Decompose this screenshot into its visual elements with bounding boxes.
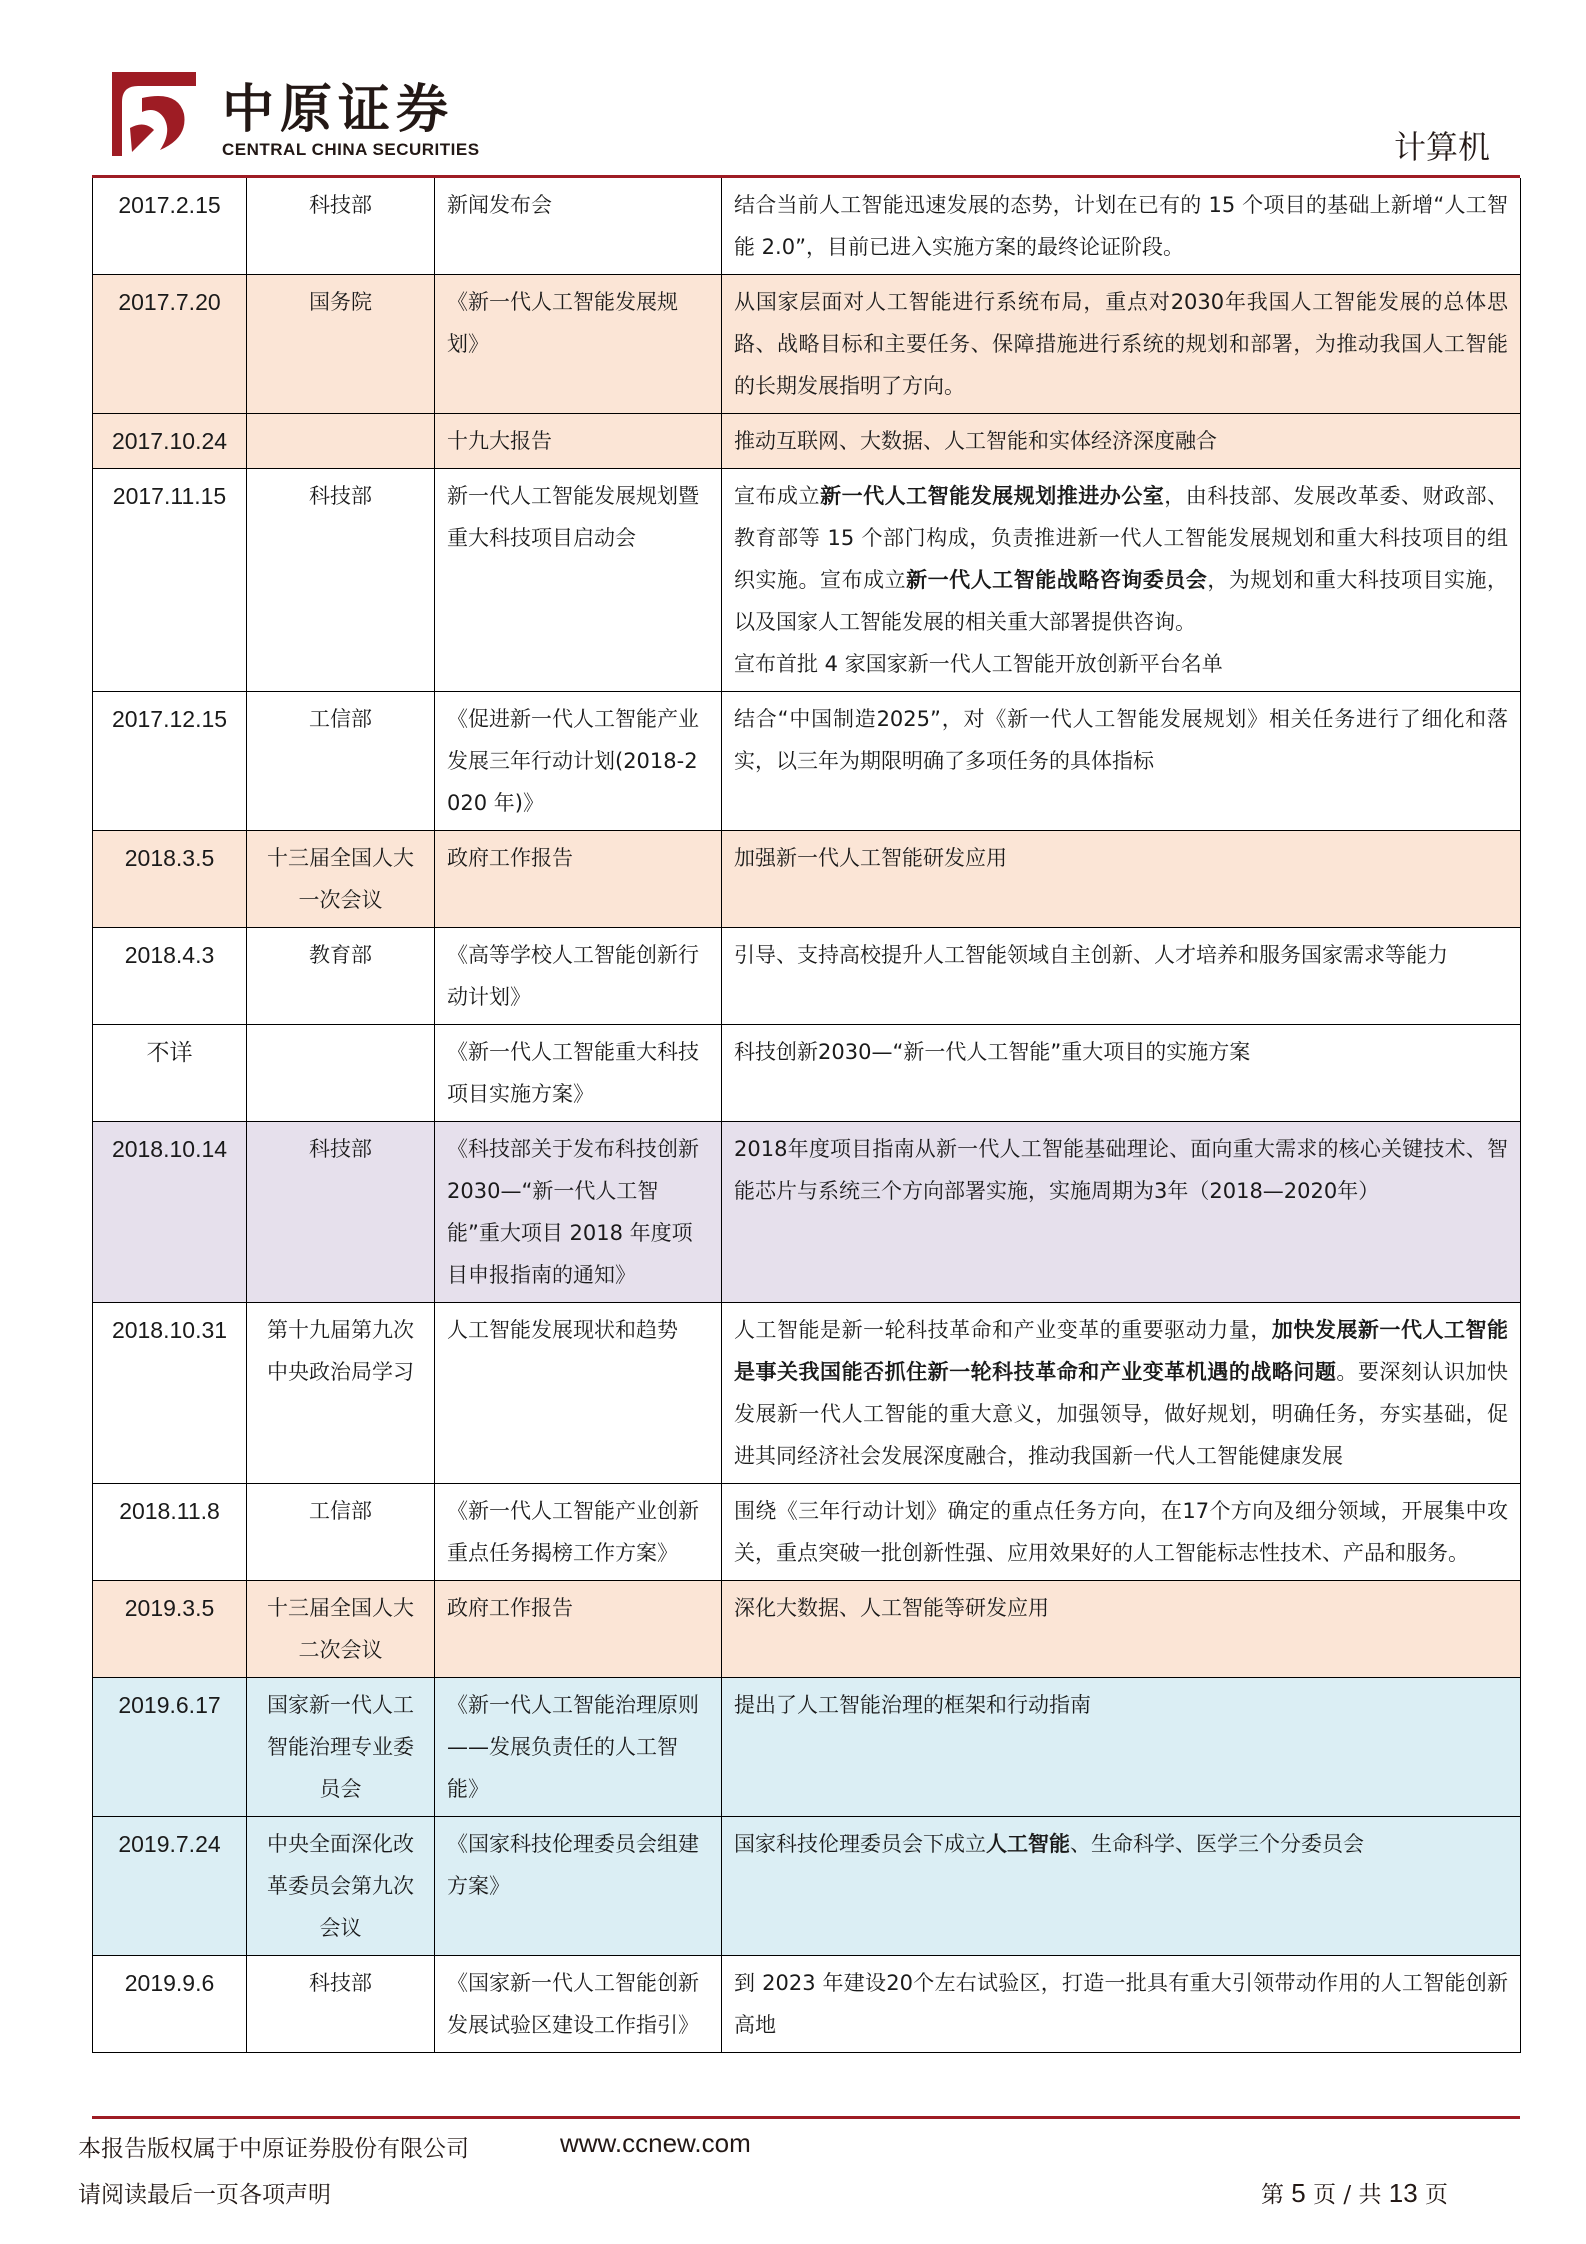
page-header [0,0,1586,182]
page-prefix: 第 [1260,2182,1284,2208]
footer-copyright: 本报告版权属于中原证券股份有限公司 [78,2136,469,2162]
row-org-cell: 第十九届第九次中央政治局学习 [247,1303,435,1484]
content-text: 深化大数据、人工智能等研发应用 [734,1596,1049,1620]
content-text: 宣布成立 [734,484,821,508]
row-org-cell: 工信部 [247,692,435,831]
row-date-cell: 2017.7.20 [93,275,247,414]
row-date-cell: 2018.11.8 [93,1484,247,1581]
row-document-cell: 《新一代人工智能发展规划》 [435,275,722,414]
table-row [93,1303,1521,1484]
row-document-cell: 政府工作报告 [435,831,722,928]
content-paragraph [734,281,1508,407]
content-paragraph [734,184,1508,268]
row-content-cell [722,1581,1521,1678]
footer-website-link[interactable]: www.ccnew.com [560,2128,751,2158]
row-document-cell: 新闻发布会 [435,178,722,275]
logo-english-name: CENTRAL CHINA SECURITIES [222,140,480,159]
row-content-cell [722,1122,1521,1303]
row-content-cell [722,275,1521,414]
page-total: 13 [1388,2178,1418,2208]
row-document-cell: 《国家新一代人工智能创新发展试验区建设工作指引》 [435,1956,722,2053]
row-content-cell [722,469,1521,692]
row-document-cell: 《新一代人工智能产业创新重点任务揭榜工作方案》 [435,1484,722,1581]
content-paragraph [734,698,1508,782]
table-row [93,1122,1521,1303]
row-content-cell [722,178,1521,275]
content-text: 引导、支持高校提升人工智能领域自主创新、人才培养和服务国家需求等能力 [734,943,1448,967]
table-row [93,928,1521,1025]
content-text: ，为规划和重大科技项目实施，以及国家人工智能发展的相关重大部署提供咨询。 [734,568,1509,634]
row-document-cell: 《科技部关于发布科技创新 2030—“新一代人工智能”重大项目 2018 年度项目申报指南的通知》 [435,1122,722,1303]
row-content-cell [722,692,1521,831]
content-text: 围绕《三年行动计划》确定的重点任务方向，在17个方向及细分领域，开展集中攻关，重点突破一批创新性强、应用效果好的人工智能标志性技术、产品和服务。 [734,1499,1508,1565]
row-content-cell [722,1025,1521,1122]
row-org-cell: 中央全面深化改革委员会第九次会议 [247,1817,435,1956]
row-date-cell: 2017.10.24 [93,414,247,469]
page-current: 5 [1291,2178,1306,2208]
content-paragraph [734,1587,1508,1629]
content-text: 提出了人工智能治理的框架和行动指南 [734,1693,1091,1717]
row-date-cell: 2018.3.5 [93,831,247,928]
table-row [93,275,1521,414]
content-emphasis: 新一代人工智能战略咨询委员会 [906,568,1208,592]
row-date-cell: 2017.2.15 [93,178,247,275]
content-text: 。要深刻认识加快发展新一代人工智能的重大意义，加强领导，做好规划，明确任务，夯实基础，促进其同经济社会发展深度融合，推动我国新一代人工智能健康发展 [734,1360,1509,1468]
content-text: 从国家层面对人工智能进行系统布局，重点对2030年我国人工智能发展的总体思路、战略目标和主要任务、保障措施进行系统的规划和部署，为推动我国人工智能的长期发展指明了方向。 [734,290,1508,398]
row-org-cell [247,1025,435,1122]
row-content-cell [722,928,1521,1025]
page-suffix: 页 [1425,2182,1448,2208]
row-org-cell: 科技部 [247,469,435,692]
content-paragraph [734,1684,1508,1726]
row-org-cell: 国家新一代人工智能治理专业委员会 [247,1678,435,1817]
content-text: 加强新一代人工智能研发应用 [734,846,1007,870]
table-row [93,469,1521,692]
content-emphasis: 新一代人工智能发展规划推进办公室 [820,484,1165,508]
table-row [93,1956,1521,2053]
table-row [93,1581,1521,1678]
row-org-cell: 科技部 [247,1956,435,2053]
table-row [93,1678,1521,1817]
table-row [93,178,1521,275]
content-paragraph [734,934,1508,976]
row-date-cell: 2018.10.31 [93,1303,247,1484]
row-org-cell [247,414,435,469]
content-text: 推动互联网、大数据、人工智能和实体经济深度融合 [734,429,1217,453]
content-text: ，由科技部、发展改革委、财政部、教育部等 15 个部门构成，负责推进新一代人工智能发展规划和重大科技项目的组织实施。宣布成立 [734,484,1509,592]
content-text: 、生命科学、医学三个分委员会 [1070,1832,1364,1856]
row-org-cell: 国务院 [247,275,435,414]
row-document-cell: 新一代人工智能发展规划暨重大科技项目启动会 [435,469,722,692]
row-content-cell [722,1956,1521,2053]
row-document-cell: 《促进新一代人工智能产业发展三年行动计划(2018-2020 年)》 [435,692,722,831]
row-content-cell [722,1303,1521,1484]
row-date-cell: 2019.9.6 [93,1956,247,2053]
row-document-cell: 《高等学校人工智能创新行动计划》 [435,928,722,1025]
row-org-cell: 科技部 [247,1122,435,1303]
table-row [93,1484,1521,1581]
table-row [93,831,1521,928]
row-org-cell: 工信部 [247,1484,435,1581]
table-row [93,1025,1521,1122]
content-paragraph [734,643,1508,685]
ai-policy-table [92,178,1521,2053]
content-paragraph [734,475,1508,643]
content-emphasis: 加快发展新一代人工智能是事关我国能否抓住新一轮科技革命和产业变革机遇的战略问题 [734,1318,1509,1384]
row-org-cell: 教育部 [247,928,435,1025]
table-row [93,1817,1521,1956]
content-paragraph [734,1309,1508,1477]
row-document-cell: 《国家科技伦理委员会组建方案》 [435,1817,722,1956]
content-paragraph [734,1031,1508,1073]
table-row [93,692,1521,831]
row-content-cell [722,1678,1521,1817]
table-row [93,414,1521,469]
content-paragraph [734,420,1508,462]
row-date-cell: 2018.10.14 [93,1122,247,1303]
row-org-cell: 科技部 [247,178,435,275]
row-document-cell: 《新一代人工智能治理原则——发展负责任的人工智能》 [435,1678,722,1817]
footer-disclaimer-notice: 请阅读最后一页各项声明 [78,2182,331,2208]
content-paragraph [734,1490,1508,1574]
content-paragraph [734,837,1508,879]
content-emphasis: 人工智能 [986,1832,1070,1856]
row-date-cell: 2019.3.5 [93,1581,247,1678]
content-text: 人工智能是新一轮科技革命和产业变革的重要驱动力量， [734,1318,1272,1342]
row-date-cell: 2019.6.17 [93,1678,247,1817]
row-content-cell [722,831,1521,928]
row-content-cell [722,1817,1521,1956]
report-section-label: 计算机 [1393,128,1490,166]
content-paragraph [734,1823,1508,1865]
row-content-cell [722,414,1521,469]
logo-chinese-name: 中原证券 [222,79,455,140]
row-date-cell: 2019.7.24 [93,1817,247,1956]
row-document-cell: 十九大报告 [435,414,722,469]
page-number [1261,2176,1448,2209]
row-content-cell [722,1484,1521,1581]
row-document-cell: 《新一代人工智能重大科技项目实施方案》 [435,1025,722,1122]
content-text: 2018年度项目指南从新一代人工智能基础理论、面向重大需求的核心关键技术、智能芯片与系统三个方向部署实施，实施周期为3年（2018—2020年） [734,1137,1508,1203]
policy-table-body [93,178,1521,2053]
content-text: 结合“中国制造2025”，对《新一代人工智能发展规划》相关任务进行了细化和落实，以三年为期限明确了多项任务的具体指标 [734,707,1508,773]
row-org-cell: 十三届全国人大一次会议 [247,831,435,928]
row-date-cell: 2018.4.3 [93,928,247,1025]
row-document-cell: 政府工作报告 [435,1581,722,1678]
footer-divider [92,2116,1520,2119]
content-text: 到 2023 年建设20个左右试验区，打造一批具有重大引领带动作用的人工智能创新高地 [734,1971,1508,2037]
row-date-cell: 不详 [93,1025,247,1122]
row-org-cell: 十三届全国人大二次会议 [247,1581,435,1678]
content-text: 宣布首批 4 家国家新一代人工智能开放创新平台名单 [734,652,1223,676]
content-paragraph [734,1128,1508,1212]
content-text: 结合当前人工智能迅速发展的态势，计划在已有的 15 个项目的基础上新增“人工智能 2.0”，目前已进入实施方案的最终论证阶段。 [734,193,1508,259]
content-text: 国家科技伦理委员会下成立 [734,1832,986,1856]
row-document-cell: 人工智能发展现状和趋势 [435,1303,722,1484]
page-mid: 页 / 共 [1313,2182,1382,2208]
company-logo-icon [108,68,200,160]
content-paragraph [734,1962,1508,2046]
content-text: 科技创新2030—“新一代人工智能”重大项目的实施方案 [734,1040,1251,1064]
row-date-cell: 2017.12.15 [93,692,247,831]
row-date-cell: 2017.11.15 [93,469,247,692]
